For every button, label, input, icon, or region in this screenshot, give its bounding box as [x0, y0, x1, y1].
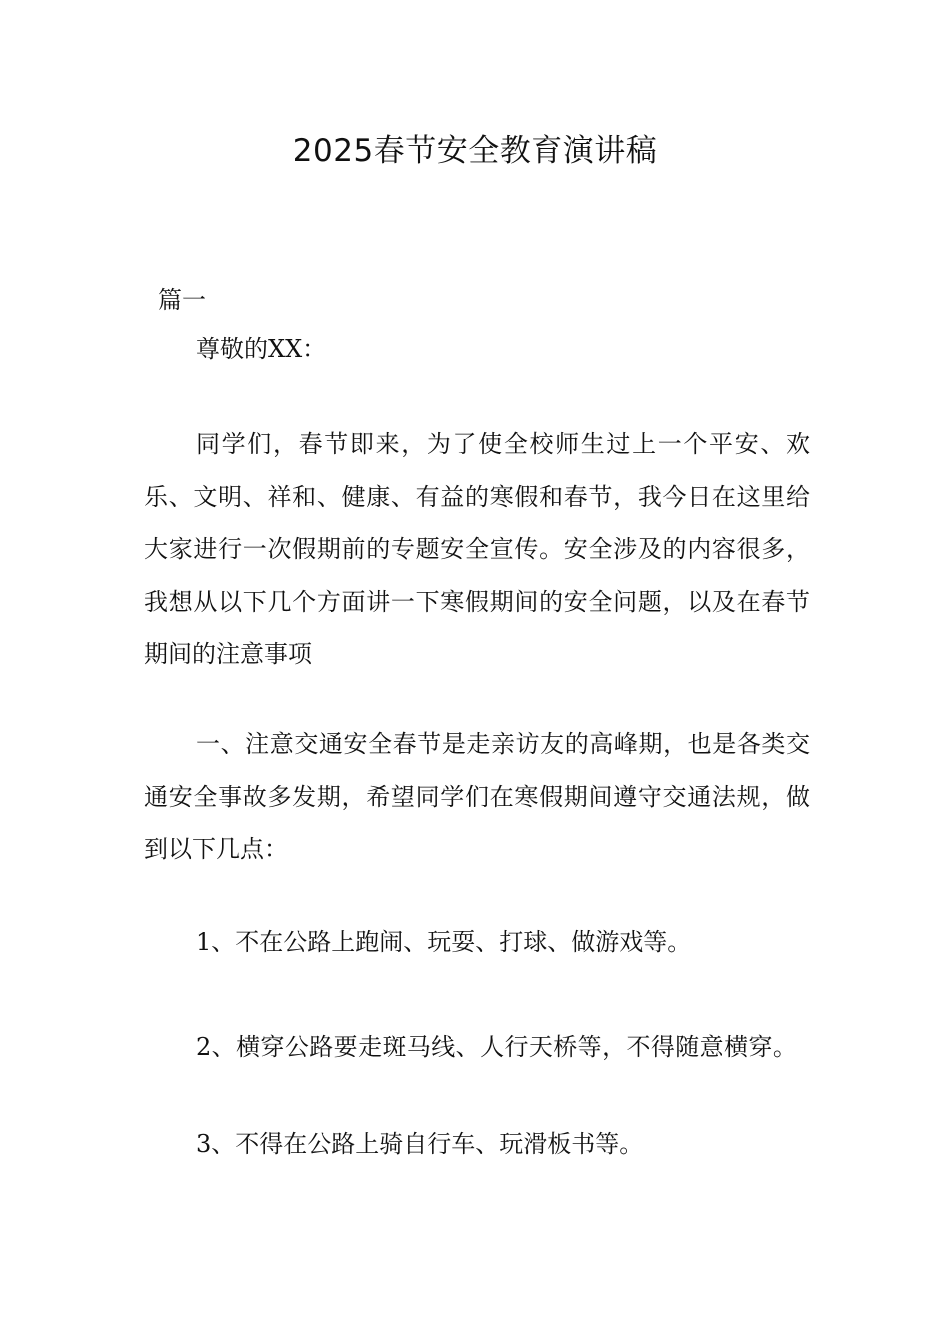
document-title: 2025春节安全教育演讲稿 [292, 133, 658, 169]
body-paragraph-intro: 同学们，春节即来，为了使全校师生过上一个平安、欢乐、文明、祥和、健康、有益的寒假和春节，我今日在这里给大家进行一次假期前的专题安全宣传。安全涉及的内容很多，我想从以下几个方面讲一下寒假期间的安全问题，以及在春节期间的注意事项 [144, 430, 810, 668]
list-item: 2、横穿公路要走斑马线、人行天桥等，不得随意横穿。 [196, 1033, 798, 1061]
body-paragraph-traffic-safety: 一、注意交通安全春节是走亲访友的高峰期，也是各类交通安全事故多发期，希望同学们在寒假期间遵守交通法规，做到以下几点： [144, 730, 810, 863]
section-label: 篇一 [158, 286, 206, 314]
salutation: 尊敬的XX： [196, 335, 327, 363]
list-item: 3、不得在公路上骑自行车、玩滑板书等。 [196, 1130, 644, 1158]
list-item: 1、不在公路上跑闹、玩耍、打球、做游戏等。 [196, 928, 692, 956]
